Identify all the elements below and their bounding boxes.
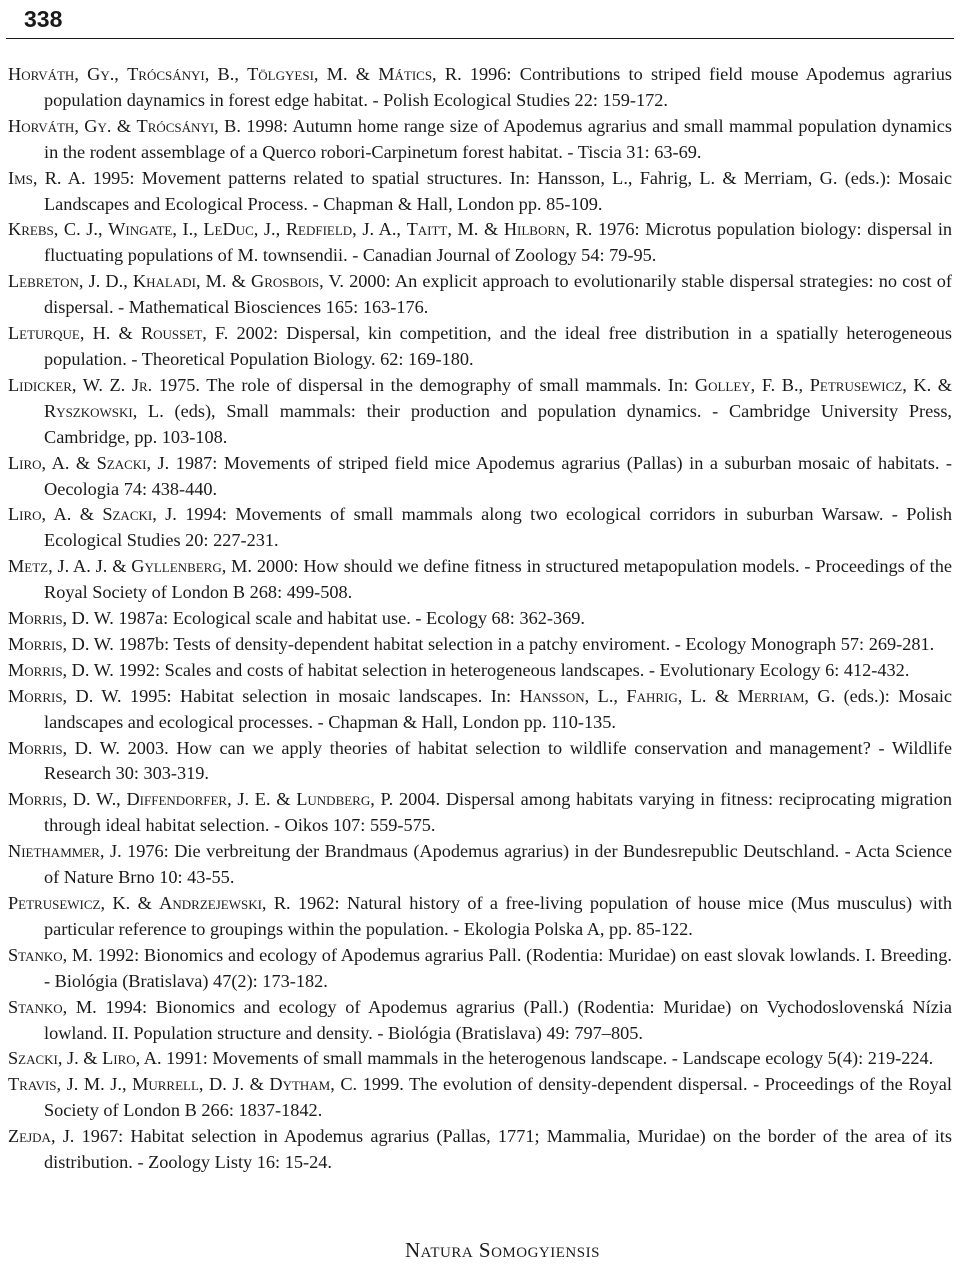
reference-text: & — [244, 1074, 270, 1095]
reference-author: Niethammer, J. — [8, 841, 122, 862]
reference-author: Morris, D. W. — [8, 737, 120, 758]
reference-author: Morris, D. W. — [8, 659, 114, 680]
reference-author: Redfield, J. A. — [285, 219, 397, 240]
reference-author: Horváth, Gy. — [8, 115, 112, 136]
reference-author: Golley, F. B. — [694, 374, 799, 395]
reference-text: , — [396, 219, 407, 240]
reference-author: Khaladi, M. — [132, 271, 227, 292]
reference-entry — [8, 114, 952, 166]
reference-author: Metz, J. A. J. — [8, 556, 108, 577]
reference-author: Travis, J. M. J. — [8, 1074, 122, 1095]
reference-author: Stanko, M. — [8, 944, 93, 965]
reference-author: Taitt, M. — [406, 219, 479, 240]
reference-text: & — [347, 64, 379, 84]
reference-author: Liro, A. — [8, 452, 70, 473]
reference-author: Tölgyesi, M. — [247, 64, 348, 84]
reference-entry — [8, 554, 952, 606]
reference-author: Szacki, J. — [102, 504, 177, 525]
reference-entry — [8, 217, 952, 269]
reference-author: Morris, D. W. — [8, 789, 117, 810]
reference-text: 2002: Dispersal, kin competition, and the ideal free distribution in a spatially heterogeneous population. - Theoretical Population Biology. 62: 169-180. — [44, 323, 952, 369]
reference-text: & — [71, 504, 103, 525]
reference-entry — [8, 632, 952, 658]
reference-text: , — [116, 789, 127, 810]
reference-author: Hansson, L. — [519, 685, 614, 706]
reference-author: Lebreton, J. D. — [8, 271, 124, 292]
reference-entry — [8, 321, 952, 373]
reference-text: & — [78, 1048, 103, 1069]
reference-author: Ims, R. A. — [8, 167, 86, 188]
reference-author: Morris, D. W. — [8, 608, 114, 629]
reference-author: Merriam, G. — [737, 685, 836, 706]
reference-author: Diffendorfer, J. E. — [126, 789, 271, 810]
reference-entry — [8, 943, 952, 995]
reference-entry — [8, 606, 952, 632]
header-rule — [6, 38, 954, 39]
reference-text: 1995: Habitat selection in mosaic landscapes. In: — [121, 685, 520, 706]
reference-text: 1991: Movements of small mammals in the heterogenous landscape. - Landscape ecology 5(4): 219-224. — [161, 1048, 934, 1069]
reference-entry — [8, 269, 952, 321]
reference-entry — [8, 451, 952, 503]
reference-text: & — [931, 374, 953, 395]
reference-entry — [8, 1072, 952, 1124]
reference-author: Szacki, J. — [96, 452, 170, 473]
reference-author: Morris, D. W. — [8, 685, 122, 706]
journal-title — [405, 1239, 600, 1261]
reference-author: Lidicker, W. Z. Jr. — [8, 374, 153, 395]
reference-text: & — [110, 323, 141, 344]
reference-author: Liro, A. — [8, 504, 72, 525]
reference-author: Morris, D. W. — [8, 633, 114, 654]
reference-text: & — [478, 219, 504, 240]
reference-text: & — [226, 271, 252, 292]
reference-author: Gyllenberg, M. — [131, 556, 252, 577]
reference-text: & — [706, 685, 738, 706]
reference-entry — [8, 839, 952, 891]
reference-author: Ryszkowski, L. — [44, 400, 164, 421]
reference-author: Lundberg, P. — [296, 789, 394, 810]
reference-author: Rousset, F. — [140, 323, 229, 344]
reference-text: , — [193, 219, 204, 240]
reference-author: LeDuc, J. — [203, 219, 276, 240]
reference-author: Grosbois, V. — [251, 271, 344, 292]
reference-text: 1992: Scales and costs of habitat selection in heterogeneous landscapes. - Evolutionary Ecology 6: 412-432. — [113, 659, 910, 680]
reference-entry — [8, 995, 952, 1047]
reference-text: & — [270, 789, 297, 810]
reference-text: 1975. The role of dispersal in the demography of small mammals. In: — [152, 374, 695, 395]
reference-text: , — [613, 685, 627, 706]
reference-text: 1976: Die verbreitung der Brandmaus (Apodemus agrarius) in der Bundesrepublic Deutschland. - Acta Science of Nature Brno 10: 43-55. — [44, 841, 952, 888]
reference-text: , — [121, 1074, 133, 1095]
reference-text: 1994: Movements of small mammals along two ecological corridors in suburban Warsaw. - Polish Ecological Studies 20: 227-231. — [44, 504, 952, 551]
reference-author: Horváth, Gy. — [8, 64, 115, 84]
reference-entry — [8, 1124, 952, 1176]
reference-author: Petrusewicz, K. — [809, 374, 932, 395]
reference-entry — [8, 658, 952, 684]
reference-author: Fahrig, L. — [626, 685, 707, 706]
reference-entry — [8, 373, 952, 451]
reference-author: Stanko, M. — [8, 996, 97, 1017]
reference-text: , — [275, 219, 286, 240]
reference-text: , — [114, 64, 128, 84]
reference-text: & — [130, 893, 160, 913]
reference-author: Szacki, J. — [8, 1048, 79, 1069]
reference-author: Zejda, J. — [8, 1126, 75, 1147]
reference-text: & — [111, 115, 137, 136]
reference-text: 1987b: Tests of density-dependent habitat selection in a patchy enviroment. - Ecology Monograph 57: 269-281. — [113, 633, 935, 654]
reference-text: 1999. The evolution of density-dependent dispersal. - Proceedings of the Royal Society of London B 266: 1837-1842. — [44, 1074, 953, 1121]
reference-author: Leturque, H. — [8, 323, 111, 344]
page-number: 338 — [24, 6, 63, 32]
reference-entry — [8, 684, 952, 736]
reference-text: & — [69, 452, 97, 473]
reference-text: , — [798, 374, 810, 395]
reference-text: 1995: Movement patterns related to spatial structures. In: Hansson, L., Fahrig, L. & Merriam, G. (eds.): Mosaic Landscapes and Ecological Process. - Chapman & Hall, London pp. 85-109. — [44, 167, 952, 214]
reference-text: 1967: Habitat selection in Apodemus agrarius (Pallas, 1771; Mammalia, Muridae) on the border of the area of its distribution. - Zoology Listy 16: 15-24. — [44, 1126, 952, 1173]
reference-text: 1962: Natural history of a free-living population of house mice (Mus musculus) with particular reference to groupings within the population. - Ekologia Polska A, pp. 85-122. — [44, 893, 952, 939]
reference-text: 1976: Microtus population biology: dispersal in fluctuating populations of M. townsendii. - Canadian Journal of Zoology 54: 79-95. — [44, 219, 953, 266]
reference-text: , — [97, 219, 109, 240]
reference-author: Trócsányi, B. — [127, 64, 235, 84]
reference-author: Wingate, I. — [108, 219, 194, 240]
page-header — [6, 0, 954, 32]
reference-entry — [8, 1046, 952, 1072]
reference-text: , — [234, 64, 248, 84]
reference-entry — [8, 736, 952, 788]
reference-text: 2000: How should we define fitness in structured metapopulation models. - Proceedings of the Royal Society of London B 268: 499-508. — [44, 556, 952, 603]
reference-text: 1987: Movements of striped field mice Apodemus agrarius (Pallas) in a suburban mosaic of habitats. - Oecologia 74: 438-440. — [44, 452, 952, 499]
reference-author: Murrell, D. J. — [132, 1074, 245, 1095]
reference-text: 1987a: Ecological scale and habitat use. - Ecology 68: 362-369. — [113, 608, 585, 629]
reference-entry — [8, 166, 952, 218]
reference-text: 1994: Bionomics and ecology of Apodemus agrarius (Pall.) (Rodentia: Muridae) on Vychodoslovenská Nízia lowland. II. Population structure and density. - Biológia (Bratislava) 49: 797–805. — [44, 996, 952, 1043]
reference-author: Andrzejewski, R. — [159, 893, 291, 913]
reference-author: Dytham, C. — [269, 1074, 358, 1095]
reference-entry — [8, 502, 952, 554]
reference-text: , — [123, 271, 133, 292]
reference-entry — [8, 62, 952, 114]
reference-author: Mátics, R — [378, 64, 458, 84]
journal-title-text: Natura Somogyiensis — [405, 1238, 600, 1262]
reference-entry — [8, 891, 952, 943]
reference-author: Trócsányi, B. — [136, 115, 241, 136]
reference-text: 1992: Bionomics and ecology of Apodemus agrarius Pall. (Rodentia: Muridae) on east slovak lowlands. I. Breeding. - Biológia (Bratislava) 47(2): 173-182. — [44, 944, 953, 991]
reference-list — [8, 62, 952, 1176]
reference-text: 1998: Autumn home range size of Apodemus agrarius and small mammal population dynamics in the rodent assemblage of a Querco robori-Carpinetum forest habitat. - Tiscia 31: 63-69. — [44, 115, 952, 162]
reference-author: Liro, A. — [102, 1048, 162, 1069]
reference-author: Petrusewicz, K. — [8, 893, 131, 913]
reference-text: 2003. How can we apply theories of habitat selection to wildlife conservation and management? - Wildlife Research 30: 303-319. — [44, 737, 952, 784]
reference-author: Hilborn, R. — [503, 219, 593, 240]
reference-author: Krebs, C. J. — [8, 219, 98, 240]
reference-text: 2000: An explicit approach to evolutionarily stable dispersal strategies: no cost of dispersal. - Mathematical Biosciences 165: 163-176. — [44, 271, 952, 318]
reference-text: 2004. Dispersal among habitats varying in fitness: reciprocating migration through ideal habitat selection. - Oikos 107: 559-575. — [44, 789, 953, 836]
reference-text: . 1996: Contributions to striped field mouse Apodemus agrarius population daynamics in forest edge habitat. - Polish Ecological Studies 22: 159-172. — [44, 64, 953, 110]
reference-text: (eds.): Mosaic landscapes and ecological processes. - Chapman & Hall, London pp. 110-135. — [44, 685, 953, 732]
reference-text: & — [107, 556, 132, 577]
reference-text: (eds), Small mammals: their production and population dynamics. - Cambridge University Press, Cambridge, pp. 103-108. — [44, 400, 952, 447]
reference-entry — [8, 787, 952, 839]
